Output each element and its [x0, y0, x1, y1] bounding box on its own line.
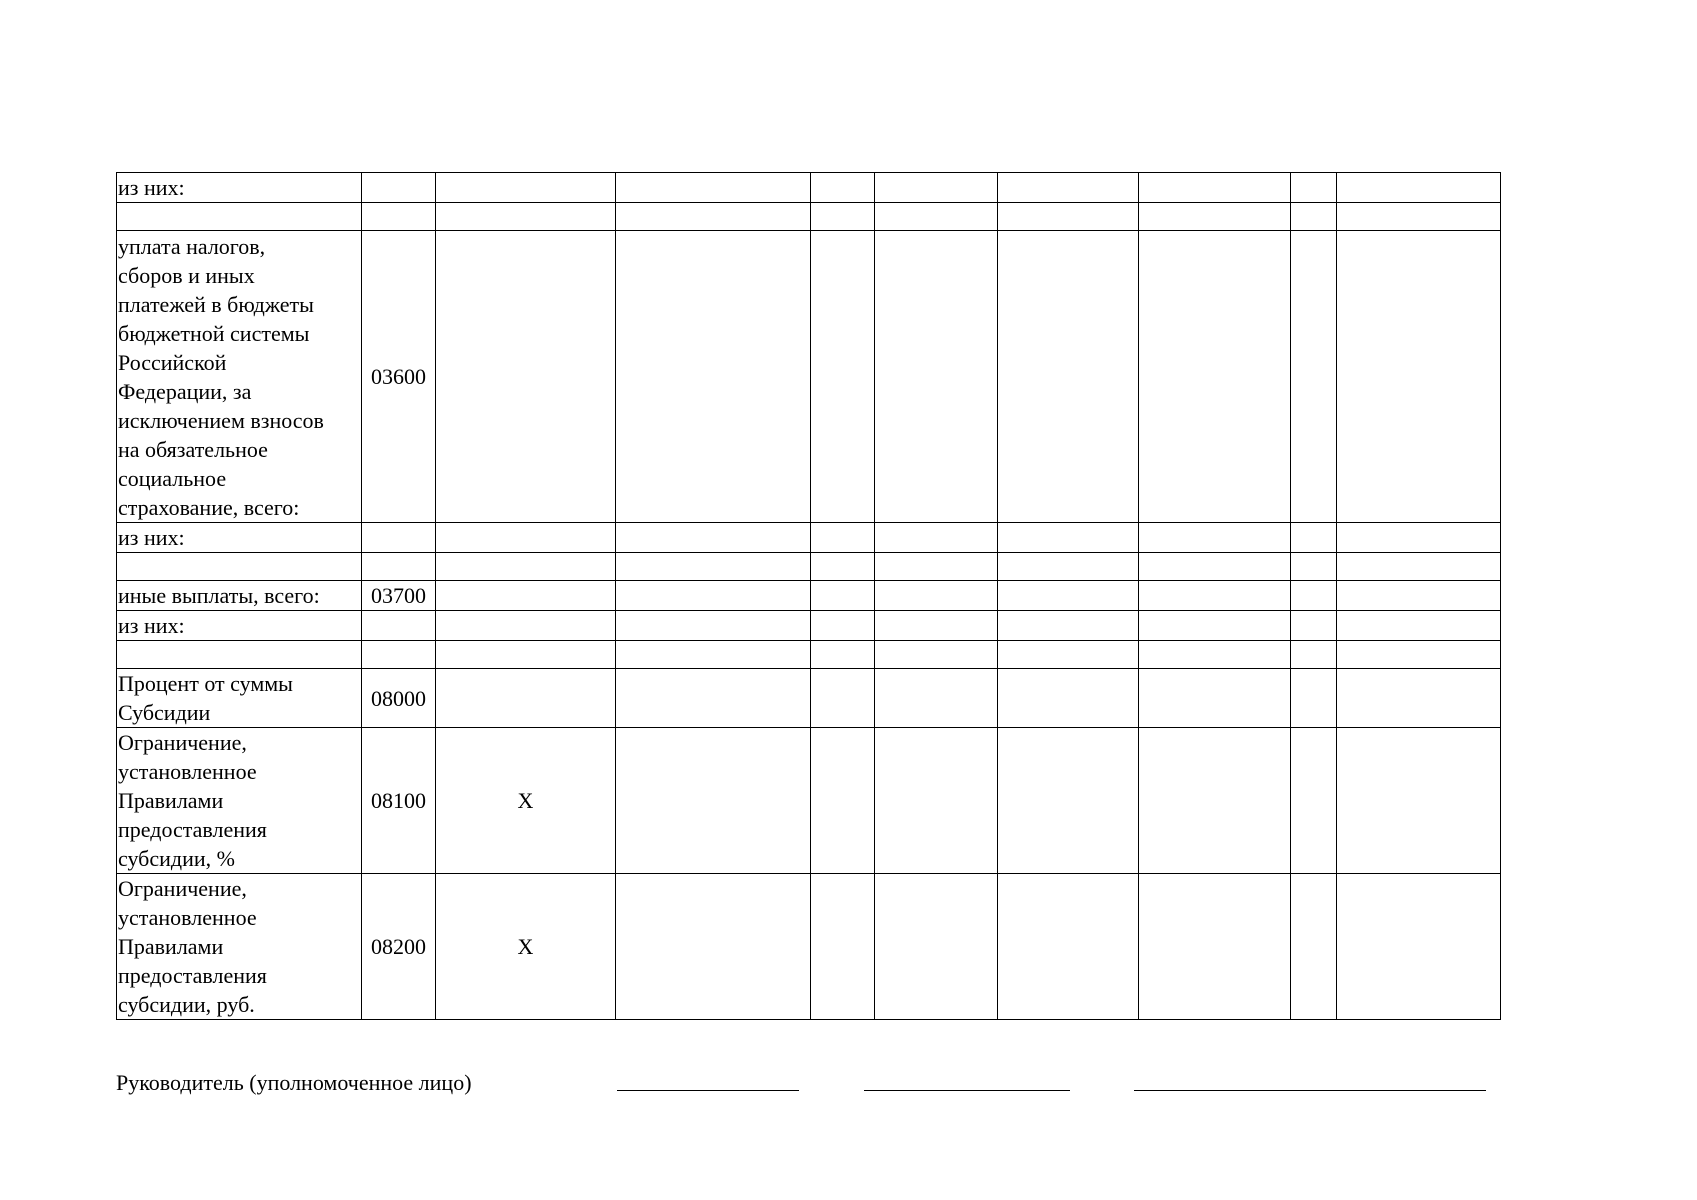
row-code-cell: [362, 523, 436, 553]
value-cell: [811, 553, 875, 581]
value-cell: [436, 581, 616, 611]
value-cell: [998, 611, 1139, 641]
value-cell: [811, 728, 875, 874]
value-cell: [998, 523, 1139, 553]
value-cell: [1139, 669, 1291, 728]
row-code-cell: 08200: [362, 874, 436, 1020]
row-name-cell: Процент от суммы Субсидии: [117, 669, 362, 728]
value-cell: [616, 581, 811, 611]
value-cell: [1291, 553, 1337, 581]
value-cell: [1337, 728, 1501, 874]
row-name-cell: Ограничение, установленное Правилами предоставления субсидии, %: [117, 728, 362, 874]
row-code-cell: [362, 173, 436, 203]
row-name-cell: из них:: [117, 611, 362, 641]
table-row: [117, 173, 1501, 203]
value-cell: [811, 231, 875, 523]
row-name-cell: из них:: [117, 523, 362, 553]
table-row: [117, 728, 1501, 874]
table-row: [117, 553, 1501, 581]
table-row: [117, 669, 1501, 728]
value-cell: [998, 173, 1139, 203]
value-cell: [1139, 874, 1291, 1020]
row-name-cell: уплата налогов, сборов и иных платежей в бюджеты бюджетной системы Российской Федерации, за исключением взносов на обязательное социальное страхование, всего:: [117, 231, 362, 523]
value-cell: [616, 728, 811, 874]
row-name-cell: из них:: [117, 173, 362, 203]
value-cell: [1291, 874, 1337, 1020]
row-name-cell: иные выплаты, всего:: [117, 581, 362, 611]
value-cell: [811, 641, 875, 669]
value-cell: [998, 728, 1139, 874]
value-cell: [1291, 641, 1337, 669]
value-cell: [1291, 231, 1337, 523]
table-row: [117, 611, 1501, 641]
value-cell: [1139, 581, 1291, 611]
value-cell: [811, 523, 875, 553]
row-code-cell: 08000: [362, 669, 436, 728]
value-cell: [1139, 203, 1291, 231]
value-cell: [998, 581, 1139, 611]
value-cell: [811, 611, 875, 641]
value-cell: [616, 611, 811, 641]
value-cell: [875, 874, 998, 1020]
row-name-cell: [117, 641, 362, 669]
row-code-cell: [362, 203, 436, 231]
value-cell: [616, 203, 811, 231]
row-name-cell: [117, 553, 362, 581]
value-cell: [1139, 728, 1291, 874]
value-cell: [436, 669, 616, 728]
row-code-cell: 08100: [362, 728, 436, 874]
value-cell: [1337, 523, 1501, 553]
value-cell: [1139, 231, 1291, 523]
value-cell: [1291, 173, 1337, 203]
value-cell: [436, 523, 616, 553]
value-cell: [616, 173, 811, 203]
value-cell: [1291, 728, 1337, 874]
value-cell: [998, 641, 1139, 669]
value-cell: [1139, 523, 1291, 553]
value-cell: [1337, 581, 1501, 611]
value-cell: [436, 203, 616, 231]
value-cell: [1337, 874, 1501, 1020]
signature-line-signature: [864, 1090, 1070, 1091]
value-cell: [1337, 231, 1501, 523]
value-cell: [998, 203, 1139, 231]
value-cell: [1291, 611, 1337, 641]
value-cell: Х: [436, 874, 616, 1020]
value-cell: [616, 874, 811, 1020]
value-cell: [875, 523, 998, 553]
table-row: [117, 641, 1501, 669]
value-cell: [436, 611, 616, 641]
value-cell: [1139, 173, 1291, 203]
row-code-cell: 03600: [362, 231, 436, 523]
value-cell: [875, 611, 998, 641]
value-cell: [1337, 173, 1501, 203]
value-cell: [875, 553, 998, 581]
value-cell: [998, 874, 1139, 1020]
value-cell: [811, 203, 875, 231]
value-cell: [616, 231, 811, 523]
value-cell: [1139, 553, 1291, 581]
report-table: [116, 172, 1501, 1020]
value-cell: [1337, 203, 1501, 231]
table-row: [117, 581, 1501, 611]
table-row: [117, 203, 1501, 231]
value-cell: [616, 553, 811, 581]
value-cell: [811, 173, 875, 203]
value-cell: [811, 874, 875, 1020]
row-code-cell: [362, 641, 436, 669]
value-cell: [436, 231, 616, 523]
value-cell: Х: [436, 728, 616, 874]
value-cell: [875, 728, 998, 874]
row-code-cell: [362, 553, 436, 581]
value-cell: [875, 581, 998, 611]
value-cell: [998, 231, 1139, 523]
row-code-cell: [362, 611, 436, 641]
value-cell: [875, 203, 998, 231]
signature-line-position: [617, 1090, 799, 1091]
value-cell: [811, 581, 875, 611]
value-cell: [1337, 553, 1501, 581]
value-cell: [1337, 669, 1501, 728]
value-cell: [1291, 669, 1337, 728]
value-cell: [436, 553, 616, 581]
value-cell: [436, 641, 616, 669]
value-cell: [1291, 523, 1337, 553]
row-code-cell: 03700: [362, 581, 436, 611]
value-cell: [1139, 611, 1291, 641]
signature-label: Руководитель (уполномоченное лицо): [116, 1070, 472, 1095]
value-cell: [1139, 641, 1291, 669]
value-cell: [875, 231, 998, 523]
value-cell: [1337, 641, 1501, 669]
value-cell: [998, 553, 1139, 581]
value-cell: [875, 669, 998, 728]
value-cell: [1291, 203, 1337, 231]
value-cell: [875, 173, 998, 203]
value-cell: [616, 669, 811, 728]
row-name-cell: Ограничение, установленное Правилами предоставления субсидии, руб.: [117, 874, 362, 1020]
value-cell: [436, 173, 616, 203]
value-cell: [998, 669, 1139, 728]
value-cell: [875, 641, 998, 669]
signature-line-name: [1134, 1090, 1486, 1091]
table-row: [117, 231, 1501, 523]
table-row: [117, 874, 1501, 1020]
row-name-cell: [117, 203, 362, 231]
table-row: [117, 523, 1501, 553]
value-cell: [616, 641, 811, 669]
value-cell: [1337, 611, 1501, 641]
value-cell: [811, 669, 875, 728]
value-cell: [616, 523, 811, 553]
value-cell: [1291, 581, 1337, 611]
